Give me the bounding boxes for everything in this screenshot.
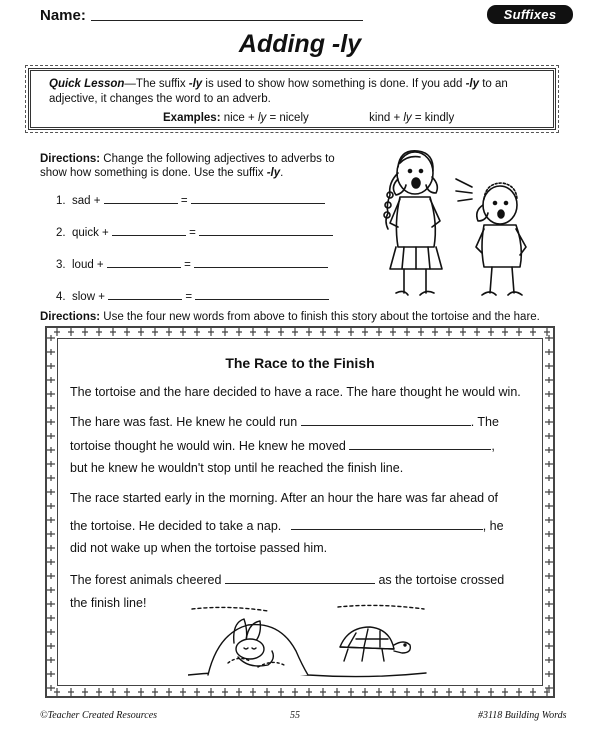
- border-ornament: [362, 688, 368, 696]
- border-ornament: [47, 475, 55, 481]
- suffix-blank[interactable]: [104, 191, 178, 204]
- story-text: the tortoise. He decided to take a nap.: [70, 519, 282, 533]
- border-ornament: [545, 685, 553, 691]
- border-ornament: [194, 328, 200, 336]
- border-ornament: [82, 688, 88, 696]
- example-1-suffix: ly: [257, 112, 267, 124]
- suffix-blank[interactable]: [108, 287, 182, 300]
- border-ornament: [545, 475, 553, 481]
- directions-1: [40, 152, 340, 180]
- exercise-word: slow +: [72, 291, 105, 303]
- exercise-word: loud +: [72, 259, 104, 271]
- border-ornament: [545, 559, 553, 565]
- border-ornament: [320, 688, 326, 696]
- border-ornament: [47, 573, 55, 579]
- border-ornament: [208, 328, 214, 336]
- suffixes-badge: Suffixes: [487, 5, 573, 24]
- border-ornament: [460, 328, 466, 336]
- tortoise-hare-illustration: [188, 603, 428, 683]
- story-line: The tortoise and the hare decided to have a race. The hare thought he would win.: [70, 385, 521, 399]
- border-ornament: [278, 688, 284, 696]
- border-ornament: [334, 328, 340, 336]
- border-ornament: [47, 503, 55, 509]
- border-ornament: [292, 688, 298, 696]
- directions-2-text: Use the four new words from above to finish this story about the tortoise and the hare.: [100, 311, 540, 323]
- border-ornament: [545, 671, 553, 677]
- border-ornament: [166, 688, 172, 696]
- border-ornament: [180, 688, 186, 696]
- border-ornament: [545, 433, 553, 439]
- border-ornament: [545, 503, 553, 509]
- border-ornament: [544, 328, 550, 336]
- story-line: [70, 413, 499, 429]
- story-line: [70, 437, 495, 453]
- exercise-number: 4.: [56, 291, 66, 303]
- directions-1-suffix: -ly: [266, 167, 281, 179]
- border-ornament: [432, 688, 438, 696]
- story-blank[interactable]: [349, 437, 491, 450]
- equals-sign: =: [184, 259, 191, 271]
- border-ornament: [545, 531, 553, 537]
- border-ornament: [545, 489, 553, 495]
- border-ornament: [222, 688, 228, 696]
- border-ornament: [264, 328, 270, 336]
- border-ornament: [278, 328, 284, 336]
- exercise-number: 3.: [56, 259, 66, 271]
- example-1-result: = nicely: [266, 112, 309, 124]
- lesson-text: [49, 77, 539, 107]
- exercise-word: quick +: [72, 227, 109, 239]
- border-ornament: [47, 629, 55, 635]
- border-ornament: [545, 587, 553, 593]
- border-ornament: [47, 461, 55, 467]
- story-line: the finish line!: [70, 596, 147, 610]
- story-line: The race started early in the morning. After an hour the hare was far ahead of: [70, 491, 499, 505]
- children-shouting-illustration: [360, 143, 555, 303]
- name-blank[interactable]: [91, 20, 363, 21]
- border-ornament: [236, 688, 242, 696]
- border-ornament: [152, 328, 158, 336]
- border-ornament: [138, 688, 144, 696]
- name-label: Name:: [40, 7, 86, 24]
- border-ornament: [488, 328, 494, 336]
- equals-sign: =: [180, 195, 188, 207]
- exercise-word: sad +: [72, 195, 101, 207]
- story-text: The forest animals cheered: [70, 573, 222, 587]
- border-ornament: [208, 688, 214, 696]
- border-ornament: [460, 688, 466, 696]
- lesson-suffix-1: -ly: [188, 78, 203, 90]
- border-ornament: [502, 688, 508, 696]
- border-ornament: [545, 363, 553, 369]
- lesson-text-1: —The suffix: [124, 78, 189, 90]
- border-ornament: [404, 688, 410, 696]
- border-ornament: [306, 328, 312, 336]
- border-ornament: [54, 688, 60, 696]
- exercise-number: 2.: [56, 227, 66, 239]
- story-line: did not wake up when the tortoise passed him.: [70, 541, 328, 555]
- border-ornament: [68, 688, 74, 696]
- footer-copyright: ©Teacher Created Resources: [40, 710, 158, 721]
- border-ornament: [306, 688, 312, 696]
- border-ornament: [474, 328, 480, 336]
- exercise-item: [56, 287, 329, 303]
- story-blank[interactable]: [301, 413, 471, 426]
- border-ornament: [110, 328, 116, 336]
- border-ornament: [404, 328, 410, 336]
- border-ornament: [47, 587, 55, 593]
- border-ornament: [545, 643, 553, 649]
- lesson-examples: [49, 112, 539, 124]
- example-2-result: = kindly: [411, 112, 455, 124]
- story-line: [70, 517, 504, 533]
- border-ornament: [502, 328, 508, 336]
- border-ornament: [138, 328, 144, 336]
- border-ornament: [180, 328, 186, 336]
- border-ornament: [530, 328, 536, 336]
- border-ornament: [545, 657, 553, 663]
- lesson-text-3: to an adjective, it changes the word to an adverb.: [49, 78, 508, 105]
- suffix-blank[interactable]: [112, 223, 186, 236]
- border-ornament: [545, 405, 553, 411]
- directions-1-label: Directions:: [40, 153, 101, 165]
- exercise-number: 1.: [56, 195, 66, 207]
- border-ornament: [47, 433, 55, 439]
- border-ornament: [390, 328, 396, 336]
- border-ornament: [446, 328, 452, 336]
- border-ornament: [47, 391, 55, 397]
- directions-2: [40, 311, 570, 323]
- directions-1-end: .: [280, 167, 284, 179]
- border-ornament: [47, 489, 55, 495]
- border-ornament: [545, 601, 553, 607]
- examples-label: Examples:: [163, 112, 221, 124]
- story-title: The Race to the Finish: [225, 355, 375, 371]
- border-ornament: [348, 688, 354, 696]
- border-ornament: [362, 328, 368, 336]
- border-ornament: [222, 328, 228, 336]
- border-ornament: [545, 615, 553, 621]
- border-ornament: [124, 328, 130, 336]
- story-text: tortoise thought he would win. He knew he moved: [70, 439, 346, 453]
- page-title: Adding -ly: [238, 30, 362, 58]
- border-ornament: [47, 657, 55, 663]
- border-ornament: [47, 335, 55, 341]
- border-ornament: [488, 688, 494, 696]
- border-ornament: [545, 419, 553, 425]
- example-2-suffix: ly: [403, 112, 412, 124]
- border-ornament: [264, 688, 270, 696]
- exercise-item: [56, 255, 328, 271]
- border-ornament: [236, 328, 242, 336]
- story-text: as the tortoise crossed: [378, 573, 505, 587]
- border-ornament: [96, 688, 102, 696]
- border-ornament: [47, 349, 55, 355]
- border-ornament: [320, 328, 326, 336]
- border-ornament: [348, 328, 354, 336]
- border-ornament: [545, 461, 553, 467]
- exercise-item: [56, 223, 333, 239]
- equals-sign: =: [185, 291, 193, 303]
- border-ornament: [418, 688, 424, 696]
- story-line: [70, 571, 504, 587]
- story-blank[interactable]: [291, 517, 483, 530]
- answer-blank[interactable]: [195, 287, 329, 300]
- answer-blank[interactable]: [194, 255, 328, 268]
- border-ornament: [545, 517, 553, 523]
- border-ornament: [152, 688, 158, 696]
- story-blank[interactable]: [225, 571, 375, 584]
- story-text: . The: [470, 415, 499, 429]
- border-ornament: [474, 688, 480, 696]
- border-ornament: [516, 688, 522, 696]
- answer-blank[interactable]: [199, 223, 333, 236]
- story-line: but he knew he wouldn't stop until he reached the finish line.: [70, 461, 404, 475]
- border-ornament: [194, 688, 200, 696]
- border-ornament: [54, 328, 60, 336]
- border-ornament: [545, 377, 553, 383]
- border-ornament: [516, 328, 522, 336]
- quick-lesson-box: [28, 68, 556, 130]
- lesson-suffix-2: -ly: [465, 78, 479, 90]
- story-text: , he: [482, 519, 504, 533]
- story-text: The hare was fast. He knew he could run: [70, 415, 298, 429]
- border-ornament: [446, 688, 452, 696]
- border-ornament: [47, 685, 55, 691]
- border-ornament: [292, 328, 298, 336]
- border-ornament: [376, 328, 382, 336]
- border-ornament: [47, 615, 55, 621]
- answer-blank[interactable]: [191, 191, 325, 204]
- border-ornament: [545, 335, 553, 341]
- directions-2-label: Directions:: [40, 311, 101, 323]
- border-ornament: [47, 405, 55, 411]
- border-ornament: [334, 688, 340, 696]
- border-ornament: [124, 688, 130, 696]
- story-text: ,: [491, 439, 495, 453]
- border-ornament: [96, 328, 102, 336]
- lesson-text-2: is used to show how something is done. If you add: [202, 78, 466, 90]
- border-ornament: [418, 328, 424, 336]
- border-ornament: [47, 559, 55, 565]
- border-ornament: [47, 363, 55, 369]
- border-ornament: [47, 447, 55, 453]
- border-ornament: [545, 629, 553, 635]
- lesson-heading: Quick Lesson: [49, 78, 125, 90]
- border-ornament: [545, 573, 553, 579]
- border-ornament: [250, 688, 256, 696]
- exercise-item: [56, 191, 325, 207]
- border-ornament: [47, 377, 55, 383]
- border-ornament: [47, 545, 55, 551]
- border-ornament: [82, 328, 88, 336]
- border-ornament: [250, 328, 256, 336]
- border-ornament: [545, 545, 553, 551]
- border-ornament: [376, 688, 382, 696]
- border-ornament: [47, 517, 55, 523]
- example-1-base: nice +: [223, 112, 258, 124]
- border-ornament: [47, 419, 55, 425]
- border-ornament: [47, 531, 55, 537]
- border-ornament: [68, 328, 74, 336]
- footer-book-title: #3118 Building Words: [478, 710, 567, 721]
- directions-1-text: Change the following adjectives to adverbs to show how something is done. Use the suffix: [40, 153, 335, 179]
- page-number: 55: [290, 710, 300, 721]
- border-ornament: [432, 328, 438, 336]
- example-2-base: kind +: [369, 112, 404, 124]
- border-ornament: [545, 447, 553, 453]
- border-ornament: [390, 688, 396, 696]
- border-ornament: [530, 688, 536, 696]
- border-ornament: [545, 349, 553, 355]
- border-ornament: [545, 391, 553, 397]
- border-ornament: [47, 671, 55, 677]
- equals-sign: =: [189, 227, 196, 239]
- border-ornament: [110, 688, 116, 696]
- border-ornament: [166, 328, 172, 336]
- suffix-blank[interactable]: [107, 255, 181, 268]
- border-ornament: [47, 601, 55, 607]
- border-ornament: [47, 643, 55, 649]
